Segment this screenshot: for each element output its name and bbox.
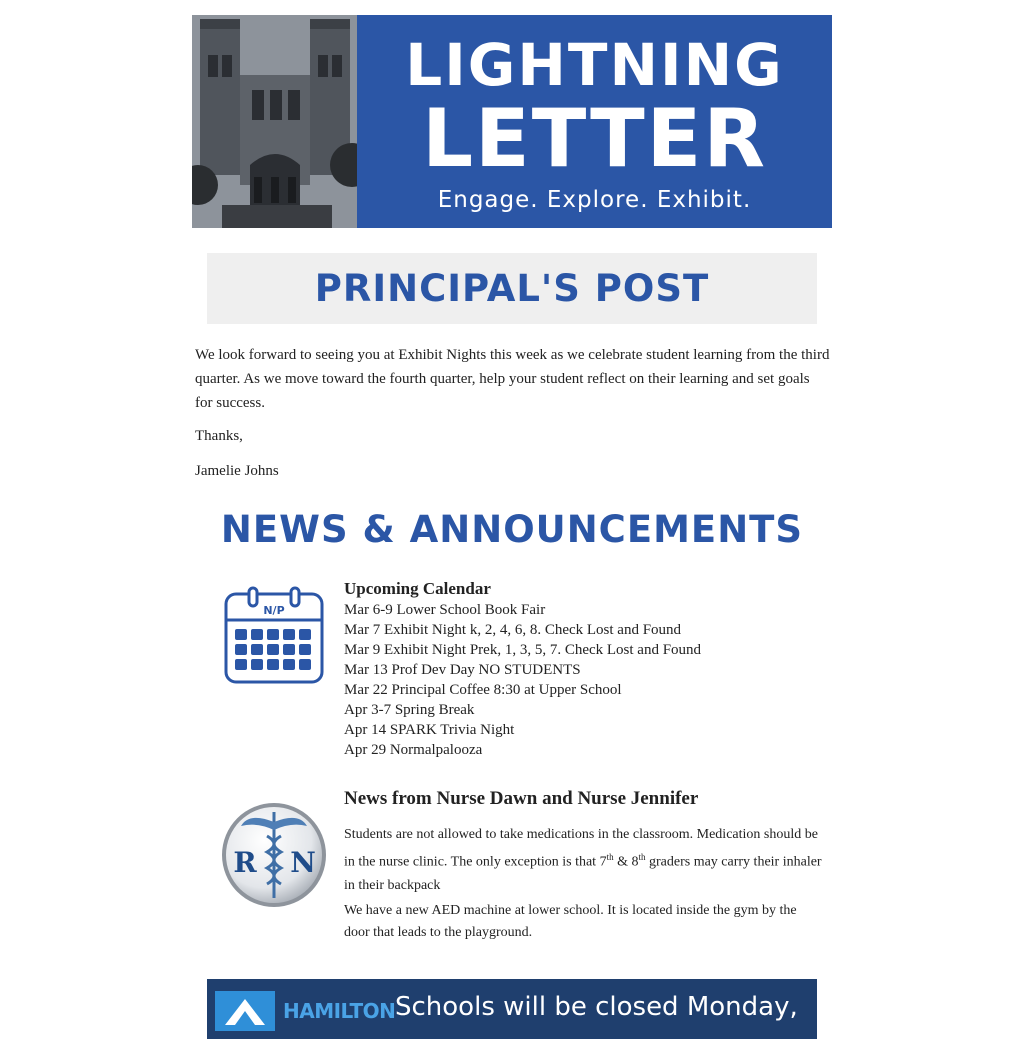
calendar-item: Mar 7 Exhibit Night k, 2, 4, 6, 8. Check Lost and Found xyxy=(344,622,682,638)
news-announcements-heading: NEWS & ANNOUNCEMENTS xyxy=(220,508,804,551)
closure-banner xyxy=(207,979,817,1039)
school-building-photo xyxy=(192,15,357,228)
calendar-item: Apr 14 SPARK Trivia Night xyxy=(344,722,515,738)
rn-letter-left: R xyxy=(233,846,257,879)
principal-message-body: We look forward to seeing you at Exhibit Nights this week as we celebrate student learning from the third quarter. As we move toward the fourth quarter, help your student reflect on their learning and set goals for success. xyxy=(195,347,830,411)
banner-tagline: Engage. Explore. Exhibit. xyxy=(437,187,752,213)
calendar-item: Mar 9 Exhibit Night Prek, 1, 3, 5, 7. Check Lost and Found xyxy=(344,642,702,658)
closure-message: Schools will be closed Monday, xyxy=(395,992,798,1022)
header-banner xyxy=(192,15,832,228)
calendar-icon-label: N/P xyxy=(263,604,285,617)
calendar-item: Mar 13 Prof Dev Day NO STUDENTS xyxy=(344,662,581,678)
nurse-p1-sup2: th xyxy=(638,852,646,862)
calendar-item: Mar 22 Principal Coffee 8:30 at Upper School xyxy=(344,682,622,698)
calendar-icon xyxy=(223,586,325,686)
principal-message xyxy=(195,343,830,425)
nurse-p1-sup1: th xyxy=(606,852,614,862)
hamilton-logo-icon xyxy=(215,991,275,1031)
banner-title-line1: LIGHTNING xyxy=(405,31,784,99)
hamilton-logo-text: HAMILTON xyxy=(283,999,396,1023)
rn-letter-right: N xyxy=(290,846,316,879)
principal-signature: Jamelie Johns xyxy=(195,463,279,479)
principal-post-header xyxy=(207,253,817,324)
principal-post-heading: PRINCIPAL'S POST xyxy=(314,267,710,310)
principal-closing: Thanks, xyxy=(195,428,243,444)
news-announcements-header xyxy=(207,508,817,551)
nurse-medication-paragraph xyxy=(344,823,824,897)
nurse-aed-paragraph: We have a new AED machine at lower school. It is located inside the gym by the door that leads to the playground. xyxy=(344,903,797,940)
calendar-title: Upcoming Calendar xyxy=(344,579,491,598)
nurse-p1-text-c: graders may carry their inhaler in their backpack xyxy=(344,854,822,893)
nurse-news-title: News from Nurse Dawn and Nurse Jennifer xyxy=(344,788,699,809)
nurse-p1-text-a: Students are not allowed to take medications in the classroom. Medication should be in the nurse clinic. The only exception is that 7 xyxy=(344,827,818,870)
rn-caduceus-icon xyxy=(219,800,329,915)
calendar-item: Mar 6-9 Lower School Book Fair xyxy=(344,602,546,618)
banner-title-line2: LETTER xyxy=(422,92,767,185)
school-building-image xyxy=(192,15,357,228)
nurse-p1-text-b: & 8 xyxy=(613,854,639,870)
upcoming-calendar xyxy=(344,578,824,760)
calendar-item: Apr 3-7 Spring Break xyxy=(344,702,475,718)
calendar-item: Apr 29 Normalpalooza xyxy=(344,742,483,758)
